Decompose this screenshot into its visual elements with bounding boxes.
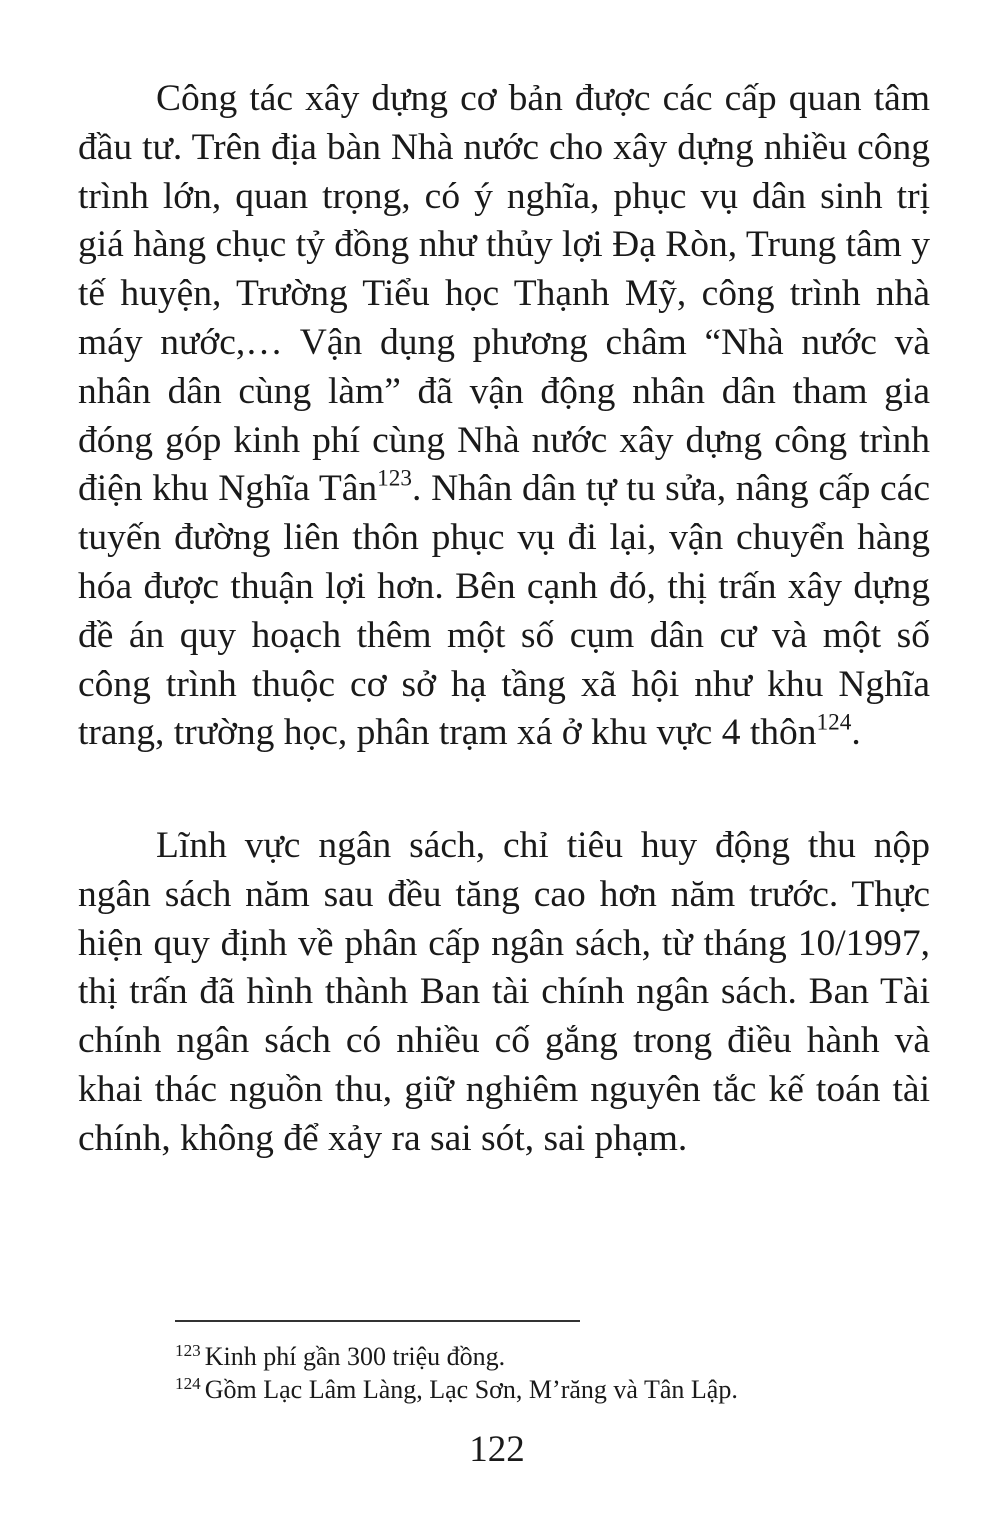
footnote-reference-123: 123	[377, 465, 413, 492]
footnote-separator	[175, 1320, 580, 1322]
footnote-number: 123	[175, 1340, 201, 1360]
footnote-text: Kinh phí gần 300 triệu đồng.	[204, 1342, 506, 1371]
footnote-number: 124	[175, 1373, 201, 1393]
paragraph-1-text-after: .	[851, 712, 861, 754]
footnote-123	[175, 1340, 935, 1373]
footnotes	[175, 1340, 935, 1406]
footnote-124	[175, 1373, 935, 1406]
page-number: 122	[469, 1429, 525, 1470]
paragraph-1-text-middle: . Nhân dân tự tu sửa, nâng cấp các tuyến đường liên thôn phục vụ đi lại, vận chuyển hàng hóa được thuận lợi hơn. Bên cạnh đó, thị trấn xây dựng đề án quy hoạch thêm một số cụm dân cư và một số công trình thuộc cơ sở hạ tầng xã hội như khu Nghĩa trang, trường học, phân trạm xá ở khu vực 4 thôn	[78, 468, 930, 754]
footnote-text: Gồm Lạc Lâm Làng, Lạc Sơn, M’răng và Tân Lập.	[204, 1375, 738, 1404]
paragraph-1-text-before: Công tác xây dựng cơ bản được các cấp quan tâm đầu tư. Trên địa bàn Nhà nước cho xây dựng nhiều công trình lớn, quan trọng, có ý nghĩa, phục vụ dân sinh trị giá hàng chục tỷ đồng như thủy lợi Đạ Ròn, Trung tâm y tế huyện, Trường Tiểu học Thạnh Mỹ, công trình nhà máy nước,… Vận dụng phương châm “Nhà nước và nhân dân cùng làm” đã vận động nhân dân tham gia đóng góp kinh phí cùng Nhà nước xây dựng công trình điện khu Nghĩa Tân	[78, 78, 930, 510]
footnote-reference-124: 124	[816, 709, 852, 736]
body-paragraph-2: Lĩnh vực ngân sách, chỉ tiêu huy động thu nộp ngân sách năm sau đều tăng cao hơn năm trước. Thực hiện quy định về phân cấp ngân sách, từ tháng 10/1997, thị trấn đã hình thành Ban tài chính ngân sách. Ban Tài chính ngân sách có nhiều cố gắng trong điều hành và khai thác nguồn thu, giữ nghiêm nguyên tắc kế toán tài chính, không để xảy ra sai sót, sai phạm.	[78, 825, 930, 1159]
body-paragraph-1	[78, 75, 930, 758]
